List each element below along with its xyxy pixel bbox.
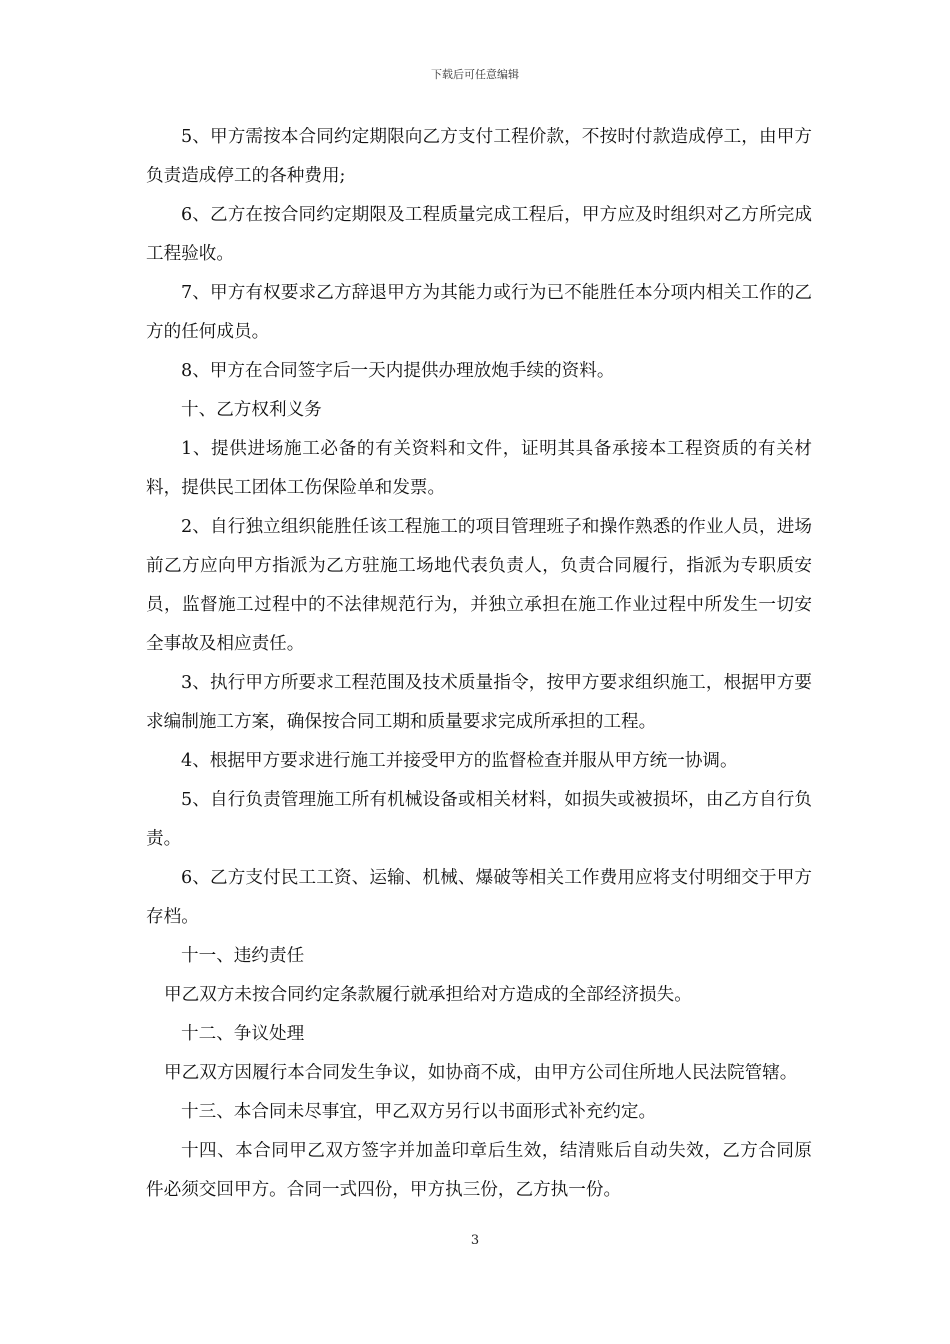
section-heading: 十、乙方权利义务 xyxy=(181,400,322,420)
section-heading: 十一、违约责任 xyxy=(181,946,305,966)
clause-paragraph: 甲乙双方未按合同约定条款履行就承担给对方造成的全部经济损失。 xyxy=(164,985,692,1005)
section-heading: 十三、本合同未尽事宜，甲乙双方另行以书面形式补充约定。 xyxy=(181,1102,657,1122)
clause-paragraph: 6、乙方在按合同约定期限及工程质量完成工程后，甲方应及时组织对乙方所完成工程验收。 xyxy=(146,205,812,264)
clause-paragraph: 1、提供进场施工必备的有关资料和文件，证明其具备承接本工程资质的有关材料，提供民工团体工伤保险单和发票。 xyxy=(146,439,812,498)
clause-paragraph: 甲乙双方因履行本合同发生争议，如协商不成，由甲方公司住所地人民法院管辖。 xyxy=(164,1063,798,1083)
clause-paragraph: 6、乙方支付民工工资、运输、机械、爆破等相关工作费用应将支付明细交于甲方存档。 xyxy=(146,868,812,927)
clause-paragraph: 7、甲方有权要求乙方辞退甲方为其能力或行为已不能胜任本分项内相关工作的乙方的任何成员。 xyxy=(146,283,812,342)
clause-paragraph: 2、自行独立组织能胜任该工程施工的项目管理班子和操作熟悉的作业人员，进场前乙方应向甲方指派为乙方驻施工场地代表负责人，负责合同履行，指派为专职质安员，监督施工过程中的不法律规范行为，并独立承担在施工作业过程中所发生一切安全事故及相应责任。 xyxy=(146,517,812,654)
clause-paragraph: 5、自行负责管理施工所有机械设备或相关材料，如损失或被损坏，由乙方自行负责。 xyxy=(146,790,812,849)
section-heading: 十二、争议处理 xyxy=(181,1024,305,1044)
clause-paragraph: 4、根据甲方要求进行施工并接受甲方的监督检查并服从甲方统一协调。 xyxy=(181,751,738,771)
section-heading: 十四、本合同甲乙双方签字并加盖印章后生效，结清账后自动失效，乙方合同原件必须交回甲方。合同一式四份，甲方执三份，乙方执一份。 xyxy=(146,1141,812,1200)
document-body xyxy=(146,118,812,1210)
clause-paragraph: 8、甲方在合同签字后一天内提供办理放炮手续的资料。 xyxy=(181,361,615,381)
page-header: 下载后可任意编辑 xyxy=(431,68,519,81)
page-number: 3 xyxy=(470,1233,480,1248)
clause-paragraph: 5、甲方需按本合同约定期限向乙方支付工程价款，不按时付款造成停工，由甲方负责造成停工的各种费用; xyxy=(146,127,812,186)
clause-paragraph: 3、执行甲方所要求工程范围及技术质量指令，按甲方要求组织施工，根据甲方要求编制施工方案，确保按合同工期和质量要求完成所承担的工程。 xyxy=(146,673,812,732)
